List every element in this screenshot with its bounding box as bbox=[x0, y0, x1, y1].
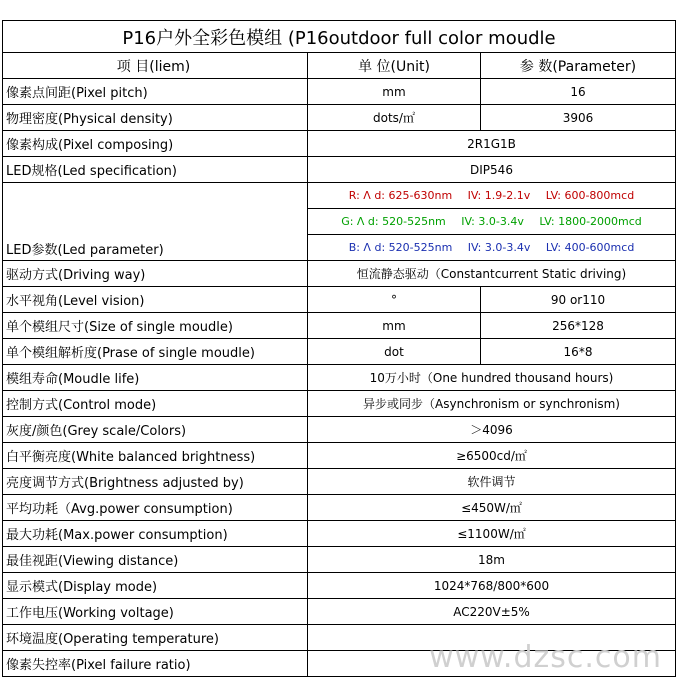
row-merged-value: ≥6500cd/㎡ bbox=[308, 443, 676, 469]
table-row bbox=[3, 261, 676, 287]
table-row bbox=[3, 417, 676, 443]
table-row bbox=[3, 157, 676, 183]
table-row bbox=[3, 495, 676, 521]
row-name: 平均功耗（Avg.power consumption) bbox=[3, 495, 308, 521]
led-red-voltage: IV: 1.9-2.1v bbox=[467, 189, 531, 202]
row-name: 像素失控率(Pixel failure ratio) bbox=[3, 651, 308, 677]
row-name: 显示模式(Display mode) bbox=[3, 573, 308, 599]
row-name: 亮度调节方式(Brightness adjusted by) bbox=[3, 469, 308, 495]
led-green-voltage: IV: 3.0-3.4v bbox=[461, 215, 524, 228]
table-row bbox=[3, 365, 676, 391]
table-row bbox=[3, 573, 676, 599]
row-name: 水平视角(Level vision) bbox=[3, 287, 308, 313]
row-value: 3906 bbox=[481, 105, 676, 131]
led-blue-wavelength: B: Λ d: 520-525nm bbox=[348, 241, 453, 254]
led-blue-luminosity: LV: 400-600mcd bbox=[545, 241, 635, 254]
row-merged-value: ≤1100W/㎡ bbox=[308, 521, 676, 547]
row-merged-value: AC220V±5% bbox=[308, 599, 676, 625]
row-merged-value: 恒流静态驱动（Constantcurrent Static driving) bbox=[308, 261, 676, 287]
table-row bbox=[3, 131, 676, 157]
row-name: 环境温度(Operating temperature) bbox=[3, 625, 308, 651]
led-red-luminosity: LV: 600-800mcd bbox=[545, 189, 635, 202]
led-red-wavelength: R: Λ d: 625-630nm bbox=[348, 189, 453, 202]
row-name: 模组寿命(Moudle life) bbox=[3, 365, 308, 391]
row-name: 像素点间距(Pixel pitch) bbox=[3, 79, 308, 105]
row-name: 工作电压(Working voltage) bbox=[3, 599, 308, 625]
row-merged-value: 2R1G1B bbox=[308, 131, 676, 157]
row-value: 16 bbox=[481, 79, 676, 105]
table-row bbox=[3, 443, 676, 469]
row-merged-value: 18m bbox=[308, 547, 676, 573]
row-merged-value: 10万小时（One hundred thousand hours) bbox=[308, 365, 676, 391]
spec-table bbox=[2, 20, 676, 677]
row-name: 单个模组尺寸(Size of single moudle) bbox=[3, 313, 308, 339]
row-name: 单个模组解析度(Prase of single moudle) bbox=[3, 339, 308, 365]
table-row bbox=[3, 287, 676, 313]
row-name: 最大功耗(Max.power consumption) bbox=[3, 521, 308, 547]
table-row bbox=[3, 547, 676, 573]
row-merged-value: 异步或同步（Asynchronism or synchronism) bbox=[308, 391, 676, 417]
row-name: 控制方式(Control mode) bbox=[3, 391, 308, 417]
row-merged-value: ≤450W/㎡ bbox=[308, 495, 676, 521]
title-row bbox=[3, 21, 676, 53]
table-row bbox=[3, 521, 676, 547]
led-row-red bbox=[3, 183, 676, 209]
row-value: 90 or110 bbox=[481, 287, 676, 313]
row-unit: ° bbox=[308, 287, 481, 313]
row-name: 白平衡亮度(White balanced brightness) bbox=[3, 443, 308, 469]
led-green-luminosity: LV: 1800-2000mcd bbox=[539, 215, 642, 228]
row-value: 16*8 bbox=[481, 339, 676, 365]
row-merged-value: DIP546 bbox=[308, 157, 676, 183]
row-name: LED规格(Led specification) bbox=[3, 157, 308, 183]
row-name: 驱动方式(Driving way) bbox=[3, 261, 308, 287]
led-green-wavelength: G: Λ d: 520-525nm bbox=[341, 215, 446, 228]
row-merged-value: 软件调节 bbox=[308, 469, 676, 495]
row-merged-value: 1024*768/800*600 bbox=[308, 573, 676, 599]
header-unit: 单 位(Unit) bbox=[308, 53, 481, 79]
table-row bbox=[3, 79, 676, 105]
row-name: 灰度/颜色(Grey scale/Colors) bbox=[3, 417, 308, 443]
table-row bbox=[3, 313, 676, 339]
watermark: www.dzsc.com bbox=[429, 640, 662, 675]
table-row bbox=[3, 599, 676, 625]
table-row bbox=[3, 105, 676, 131]
led-blue-voltage: IV: 3.0-3.4v bbox=[467, 241, 531, 254]
row-value: 256*128 bbox=[481, 313, 676, 339]
row-unit: mm bbox=[308, 79, 481, 105]
row-name-led-parameter: LED参数(Led parameter) bbox=[3, 183, 308, 261]
row-unit: dots/㎡ bbox=[308, 105, 481, 131]
row-name: 最佳视距(Viewing distance) bbox=[3, 547, 308, 573]
row-name: 物理密度(Physical density) bbox=[3, 105, 308, 131]
header-item: 项 目(liem) bbox=[3, 53, 308, 79]
table-row bbox=[3, 391, 676, 417]
header-parameter: 参 数(Parameter) bbox=[481, 53, 676, 79]
table-row bbox=[3, 469, 676, 495]
led-red-spec bbox=[308, 183, 676, 209]
row-merged-value: ＞4096 bbox=[308, 417, 676, 443]
led-blue-spec bbox=[308, 235, 676, 261]
table-row bbox=[3, 339, 676, 365]
led-green-spec bbox=[308, 209, 676, 235]
row-unit: dot bbox=[308, 339, 481, 365]
row-name: 像素构成(Pixel composing) bbox=[3, 131, 308, 157]
header-row bbox=[3, 53, 676, 79]
row-unit: mm bbox=[308, 313, 481, 339]
table-title: P16户外全彩色模组 (P16outdoor full color moudle bbox=[3, 21, 676, 53]
